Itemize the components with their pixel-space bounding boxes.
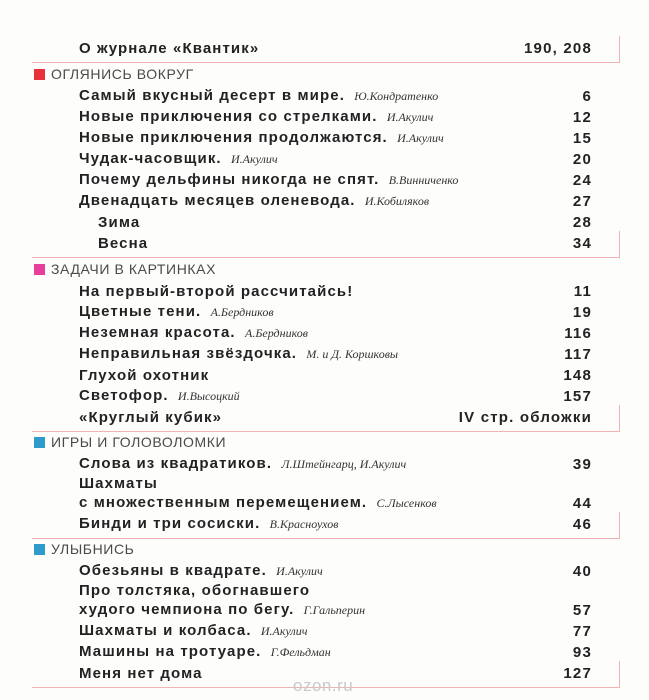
toc-entry[interactable] <box>32 322 592 343</box>
entry-page: 127 <box>563 665 592 682</box>
section-title: ИГРЫ И ГОЛОВОЛОМКИ <box>51 434 227 450</box>
toc-entry[interactable] <box>32 85 592 106</box>
entry-title <box>79 642 331 662</box>
entry-title <box>79 323 308 343</box>
entry-author: Г.Фельдман <box>270 645 331 659</box>
section-header <box>32 538 620 560</box>
toc-entry[interactable] <box>32 301 592 322</box>
entry-author: И.Акулич <box>386 110 434 124</box>
entry-title-text: Слова из квадратиков. <box>79 455 273 472</box>
toc-entry[interactable] <box>32 127 592 148</box>
entry-page: 40 <box>572 563 592 580</box>
section-header <box>32 258 620 280</box>
entry-author: В.Винниченко <box>388 173 459 187</box>
entry-title-text: Глухой охотник <box>79 367 210 384</box>
watermark: ozon.ru <box>293 676 354 695</box>
section-title: ОГЛЯНИСЬ ВОКРУГ <box>51 66 194 82</box>
entry-page: 11 <box>573 283 592 300</box>
entry-page: 117 <box>564 346 592 363</box>
header-block <box>32 37 620 63</box>
toc-section <box>32 431 620 539</box>
entry-title-text: Цветные тени. <box>79 303 202 320</box>
entry-page: 116 <box>564 325 592 342</box>
entry-title-text: Неземная красота. <box>79 324 236 341</box>
entry-title <box>79 366 209 385</box>
entry-title-text: Меня нет дома <box>79 665 203 682</box>
entry-page: 44 <box>572 495 592 512</box>
entry-title-text: Новые приключения со стрелками. <box>79 108 378 125</box>
entry-author: С.Лысенков <box>376 496 437 510</box>
entry-title-line: Про толстяка, обогнавшего <box>79 582 311 599</box>
entry-title-text: Неправильная звёздочка. <box>79 345 298 362</box>
entry-title <box>79 664 203 683</box>
section-title: ЗАДАЧИ В КАРТИНКАХ <box>51 261 217 277</box>
entry-author: И.Акулич <box>260 624 308 638</box>
entry-page: 15 <box>572 130 592 147</box>
entry-page: 46 <box>572 516 592 533</box>
entry-title-text: Зима <box>98 214 141 231</box>
entry-title <box>98 213 140 232</box>
entry-title-text: Светофор. <box>79 387 169 404</box>
entry-title-text: Самый вкусный десерт в мире. <box>79 87 345 104</box>
toc-entry[interactable] <box>32 513 592 534</box>
entry-title <box>79 107 433 127</box>
toc-entry[interactable] <box>32 106 592 127</box>
entry-title <box>98 234 148 253</box>
toc-entry[interactable] <box>32 343 592 364</box>
entry-author: А.Бердников <box>210 305 274 319</box>
toc-entry[interactable] <box>32 641 592 662</box>
entry-title <box>79 386 240 406</box>
toc-section <box>32 63 620 258</box>
entry-title-line: Шахматы <box>79 475 158 492</box>
entry-title <box>79 86 438 106</box>
toc-entry[interactable] <box>32 560 592 581</box>
section-header <box>32 431 620 453</box>
entry-title <box>79 581 365 620</box>
section-color-marker <box>34 69 45 80</box>
toc-entry[interactable] <box>32 385 592 406</box>
entry-page: 77 <box>572 623 592 640</box>
toc-entry[interactable] <box>32 190 592 211</box>
entry-author: М. и Д. Коршковы <box>306 347 399 361</box>
entry-author: И.Акулич <box>231 152 278 166</box>
entry-title-text: Обезьяны в квадрате. <box>79 562 267 579</box>
entry-author: И.Высоцкий <box>177 389 240 403</box>
entry-page: 39 <box>572 456 592 473</box>
entry-page: 34 <box>572 235 592 252</box>
entry-page: 27 <box>572 193 592 210</box>
toc-entry[interactable] <box>32 406 592 427</box>
entry-author: В.Красноухов <box>269 517 339 531</box>
entry-author: Ю.Кондратенко <box>354 89 439 103</box>
entry-title <box>79 282 353 301</box>
entry-title <box>79 344 398 364</box>
entry-author: А.Бердников <box>244 326 308 340</box>
entry-author: Г.Гальперин <box>303 603 366 617</box>
toc-entry[interactable] <box>32 148 592 169</box>
toc-entry-about[interactable] <box>32 37 592 58</box>
entry-author: И.Акулич <box>276 564 323 578</box>
entry-title-line: худого чемпиона по бегу. <box>79 601 295 618</box>
toc-entry[interactable] <box>32 453 592 474</box>
entry-page: 19 <box>572 304 592 321</box>
entry-author: Л.Штейнгарц, И.Акулич <box>281 457 407 471</box>
toc-section <box>32 538 620 688</box>
entry-title-text: Машины на тротуаре. <box>79 643 262 660</box>
entry-title-text: На первый-второй рассчитайсь! <box>79 283 354 300</box>
section-header <box>32 63 620 85</box>
toc-entry[interactable] <box>32 581 592 620</box>
toc-entry[interactable] <box>32 474 592 513</box>
entry-title <box>79 302 274 322</box>
entry-title-text: Двенадцать месяцев оленевода. <box>79 192 356 209</box>
entry-title <box>79 621 307 641</box>
entry-title <box>79 408 222 427</box>
entry-title <box>79 170 458 190</box>
entry-page: 24 <box>572 172 592 189</box>
entry-title <box>79 191 429 211</box>
entry-title: О журнале «Квантик» <box>79 40 260 57</box>
entry-page: IV стр. обложки <box>458 409 592 426</box>
entry-page: 148 <box>563 367 592 384</box>
entry-page: 28 <box>572 214 592 231</box>
section-title: УЛЫБНИСЬ <box>51 541 135 557</box>
entry-title-text: Чудак-часовщик. <box>79 150 222 167</box>
entry-title <box>79 149 278 169</box>
entry-author: И.Акулич <box>397 131 444 145</box>
entry-title <box>79 514 338 534</box>
toc-entry[interactable] <box>32 364 592 385</box>
entry-title-text: Шахматы и колбаса. <box>79 622 252 639</box>
entry-title <box>79 561 323 581</box>
toc-entry[interactable] <box>32 169 592 190</box>
entry-title-text: Весна <box>98 235 149 252</box>
entry-author: И.Кобиляков <box>364 194 430 208</box>
entry-title <box>79 128 444 148</box>
toc-entry[interactable] <box>32 280 592 301</box>
entry-page: 93 <box>572 644 592 661</box>
entry-title-line: с множественным перемещением. <box>79 494 368 511</box>
entry-page: 12 <box>572 109 592 126</box>
toc-entry[interactable] <box>32 620 592 641</box>
entry-title-text: «Круглый кубик» <box>79 409 223 426</box>
entry-title <box>79 454 406 474</box>
entry-page: 57 <box>572 602 592 619</box>
toc-entry[interactable] <box>32 232 592 253</box>
entry-title-text: Бинди и три сосиски. <box>79 515 261 532</box>
entry-title-text: Новые приключения продолжаются. <box>79 129 388 146</box>
toc-section <box>32 258 620 432</box>
entry-title <box>79 474 437 513</box>
section-color-marker <box>34 544 45 555</box>
entry-page: 6 <box>582 88 592 105</box>
entry-page: 157 <box>563 388 592 405</box>
section-color-marker <box>34 264 45 275</box>
entry-title-text: Почему дельфины никогда не спят. <box>79 171 380 188</box>
section-color-marker <box>34 437 45 448</box>
toc-entry[interactable] <box>32 211 592 232</box>
entry-page: 20 <box>572 151 592 168</box>
entry-page: 190, 208 <box>524 40 592 57</box>
